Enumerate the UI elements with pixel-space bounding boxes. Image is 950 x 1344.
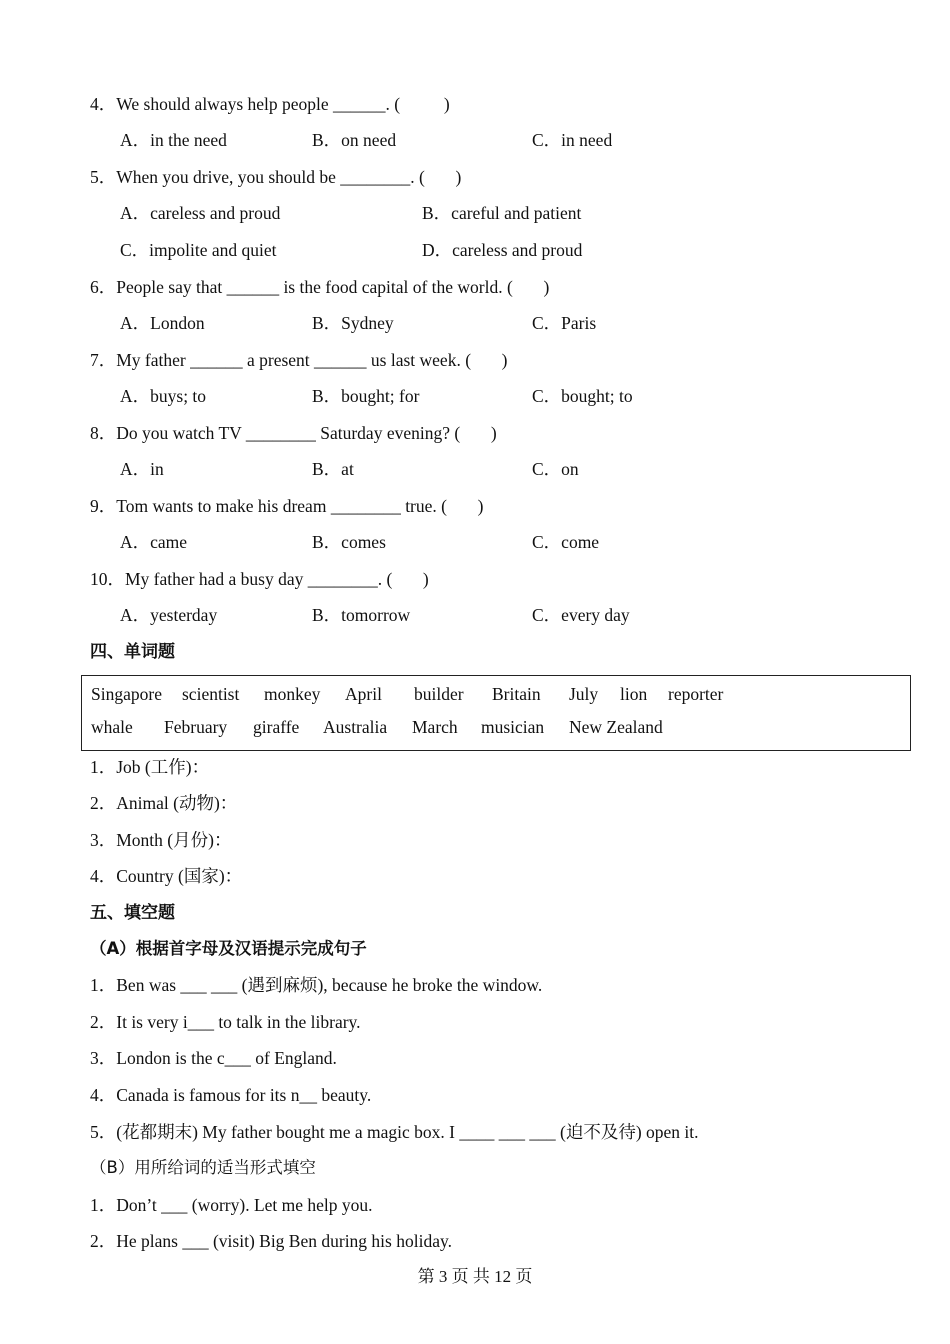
option-10a: A．yesterday (120, 605, 218, 625)
category-month: 3．Month (月份)： (90, 830, 232, 850)
option-9b: B．comes (312, 532, 386, 552)
option-5c: C．impolite and quiet (120, 240, 277, 260)
question-9: 9．Tom wants to make his dream ________ true. ( ) (90, 496, 484, 516)
question-10: 10．My father had a busy day ________. ( ) (90, 569, 429, 589)
option-4b: B．on need (312, 130, 397, 150)
word-bank-item: July (569, 684, 599, 704)
word-bank-item: February (164, 717, 228, 737)
part-a-item: 2．It is very i___ to talk in the library. (90, 1012, 361, 1032)
option-7b: B．bought; for (312, 386, 420, 406)
part-a-item: 3．London is the c___ of England. (90, 1048, 337, 1068)
word-bank-item: April (345, 684, 382, 704)
option-10c: C．every day (532, 605, 630, 625)
word-bank-item: lion (620, 684, 648, 704)
word-bank-item: New Zealand (569, 717, 663, 737)
option-5d: D．careless and proud (422, 240, 583, 260)
word-bank-item: builder (414, 684, 464, 704)
word-bank-item: Singapore (91, 684, 162, 704)
part-a-item: 4．Canada is famous for its n__ beauty. (90, 1085, 372, 1105)
category-job: 1．Job (工作)： (90, 757, 210, 777)
option-5a: A．careless and proud (120, 203, 281, 223)
option-8b: B．at (312, 459, 354, 479)
question-5: 5．When you drive, you should be ________. ( ) (90, 167, 462, 187)
word-bank-item: March (412, 717, 458, 737)
option-4c: C．in need (532, 130, 613, 150)
word-bank-item: Britain (492, 684, 541, 704)
question-4: 4．We should always help people ______. ( ) (90, 94, 450, 114)
option-6b: B．Sydney (312, 313, 394, 333)
word-bank-item: whale (91, 717, 133, 737)
option-7a: A．buys; to (120, 386, 207, 406)
question-8: 8．Do you watch TV ________ Saturday evening? ( ) (90, 423, 497, 443)
question-6: 6．People say that ______ is the food capital of the world. ( ) (90, 277, 550, 297)
option-7c: C．bought; to (532, 386, 633, 406)
option-10b: B．tomorrow (312, 605, 411, 625)
option-9a: A．came (120, 532, 188, 552)
section-5-heading: 五、填空题 (90, 903, 175, 923)
option-4a: A．in the need (120, 130, 227, 150)
option-9c: C．come (532, 532, 600, 552)
word-bank-item: reporter (668, 684, 724, 704)
part-b-title: （B）用所给词的适当形式填空 (90, 1158, 316, 1177)
word-bank-item: monkey (264, 684, 321, 704)
option-8c: C．on (532, 459, 579, 479)
part-a-item: 5．(花都期末) My father bought me a magic box. I ____ ___ ___ (迫不及待) open it. (90, 1122, 699, 1142)
word-bank-item: scientist (182, 684, 240, 704)
option-6c: C．Paris (532, 313, 597, 333)
option-8a: A．in (120, 459, 164, 479)
word-bank-item: giraffe (253, 717, 300, 737)
page-number: 第 3 页 共 12 页 (417, 1267, 533, 1286)
word-bank-item: Australia (323, 717, 388, 737)
question-7: 7．My father ______ a present ______ us last week. ( ) (90, 350, 508, 370)
word-bank-item: musician (481, 717, 545, 737)
part-a-title: （A）根据首字母及汉语提示完成句子 (90, 939, 367, 958)
option-5b: B．careful and patient (422, 203, 582, 223)
part-b-item: 2．He plans ___ (visit) Big Ben during his holiday. (90, 1231, 452, 1251)
section-4-heading: 四、单词题 (90, 642, 175, 662)
category-country: 4．Country (国家)： (90, 866, 243, 886)
option-6a: A．London (120, 313, 205, 333)
part-a-item: 1．Ben was ___ ___ (遇到麻烦), because he broke the window. (90, 975, 543, 995)
category-animal: 2．Animal (动物)： (90, 793, 238, 813)
part-b-item: 1．Don’t ___ (worry). Let me help you. (90, 1195, 373, 1215)
